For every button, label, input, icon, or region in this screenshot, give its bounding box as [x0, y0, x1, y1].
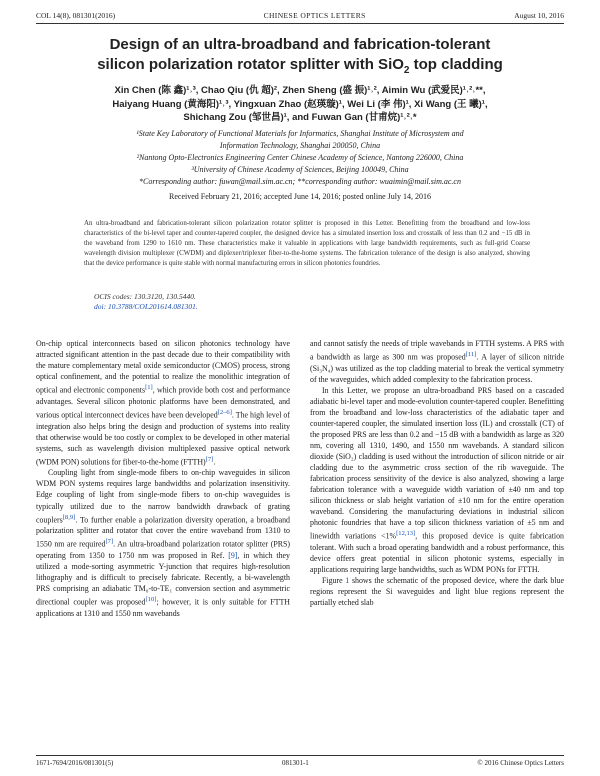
citation-link[interactable]: [7]: [205, 455, 214, 463]
issue-date: August 10, 2016: [514, 10, 564, 20]
body-paragraph: In this Letter, we propose an ultra-broadband PRS based on a cascaded adiabatic bi-level taper and mode-evolution counter-tapered coupler. Benefitting from the broadband and low-loss characteristics of the adiabatic taper and counter-tapered coupler, the simulated insertion loss (IL) and crosstalk (CT) of the proposed PRS are less than 0.2 and −15 dB with a bandwidth as large as 320 nm, covering all 1310, 1490, and 1550 nm wavebands. A standard silicon dioxide (SiO₂) cladding is used without the introduction of silicon nitride or air cladding due to the asymmetric cross section of the rib waveguide. The fabrication process sensitivity of the device is also analyzed, showing a large fabrication tolerance with a waveguide width variation of ±40 nm and top silicon thickness or slab height variation of ±10 nm for the entire operation waveband. Considering the manufacturing deviations in industrial silicon photonic foundries that have a top silicon thickness variation of ±5 nm and linewidth variations <1%[12,13], this proposed device is quite fabrication tolerant. With such a broad operating bandwidth and a robust performance, this device offers great potential in silicon photonic systems, especially in applications requiring large bandwidths, such as WDM PONs for FTTH.: [310, 385, 564, 575]
citation-link[interactable]: [8,9]: [62, 513, 76, 521]
figure-link[interactable]: 1: [345, 576, 350, 586]
title-line-2: silicon polarization rotator splitter with SiO$_2$ top cladding: [97, 56, 503, 76]
footer-divider: [36, 755, 564, 756]
citation-link[interactable]: [7]: [105, 538, 114, 546]
affiliation: Information Technology, Shanghai 200050, China: [219, 141, 381, 150]
journal-name: CHINESE OPTICS LETTERS: [263, 10, 366, 20]
affiliation: ²Nantong Opto-Electronics Engineering Center Chinese Academy of Science, Nantong 226000, China: [136, 153, 464, 162]
affiliation: ³University of Chinese Academy of Sciences, Beijing 100049, China: [191, 165, 409, 174]
citation-link[interactable]: [10]: [145, 596, 157, 604]
body-paragraph: and cannot satisfy the needs of triple wavebands in FTTH systems. A PRS with a bandwidth as large as 300 nm was proposed[11]. A layer of silicon nitride (Si₃N₄) was utilized as the top cladding material to break the vertical symmetry of the waveguides, which added complexity to the fabrication process.: [310, 339, 564, 384]
body-paragraph: Figure 1 shows the schematic of the proposed device, where the dark blue regions represent the Si waveguides and light blue regions represent the partially etched slab: [310, 576, 564, 608]
affiliation: ¹State Key Laboratory of Functional Materials for Informatics, Shanghai Institute of Microsystem and: [136, 129, 464, 138]
ocis-codes-block: [94, 292, 198, 312]
header-divider: [36, 23, 564, 24]
corresponding-author: *Corresponding author: fuwan@mail.sim.ac.cn; **corresponding author: wuaimin@mail.sim.ac.cn: [139, 177, 461, 186]
body-paragraph: Coupling light from single-mode fibers to on-chip waveguides in silicon WDM PON systems requires large bandwidths and polarization insensitivity. Edge coupling of light from single-mode fibers to on-chip waveguides is typically utilized due to the narrow bandwidth drawback of grating couplers[8,9]. To further enable a polarization diversity operation, a broadband polarization splitter and rotator that cover the entire waveband from 1310 to 1550 nm are required[7]. An ultra-broadband polarization rotator splitter (PRS) operating from 1350 to 1750 nm was proposed in Ref. [9], in which they utilized a mode-sorting asymmetric Y-junction that requires high-resolution lithography and is difficult to precisely fabricate. Recently, a bi-wavelength PRS comprising an adiabatic TM₀-to-TE₁ conversion section and asymmetric directional coupler was proposed[10]; however, it is only suitable for FTTH applications at 1310 and 1550 nm wavebands: [36, 468, 290, 618]
affiliations: [60, 128, 540, 188]
citation-link[interactable]: [12,13]: [396, 530, 416, 538]
ocis-codes: OCIS codes: 130.3120, 130.5440.: [94, 292, 196, 301]
title-line-1: Design of an ultra-broadband and fabrication-tolerant: [109, 36, 491, 53]
received-dates: Received February 21, 2016; accepted June 14, 2016; posted online July 14, 2016: [169, 192, 431, 201]
page-footer: [36, 759, 564, 769]
citation-link[interactable]: [1]: [145, 384, 153, 392]
author-line: Shichang Zou (邹世昌)¹, and Fuwan Gan (甘甫烷)¹˒²˒*: [183, 112, 417, 123]
left-column: [36, 338, 290, 619]
abstract: An ultra-broadband and fabrication-tolerant silicon polarization rotator splitter is proposed in this Letter. Benefitting from the broadband and low-loss characteristics of the bi-level taper and counter-tapered coupler, the designed device has a simulated insertion loss and crosstalk of less than 0.2 and −15 dB in the waveband from 1290 to 1610 nm. These characteristics make it valuable in applications with large bandwidth requirements, such as full-grid Coarse wavelength division multiplexer (CWDM) and diplexer/triplexer fiber-to-the-home systems. The fabrication tolerance of the design is also analyzed, showing that the device performance is quite stable with normal manufacturing errors in silicon photonics foundries.: [84, 220, 530, 267]
page-number: 081301-1: [281, 759, 309, 767]
citation-link[interactable]: [9]: [228, 550, 238, 560]
copyright: © 2016 Chinese Optics Letters: [477, 759, 564, 767]
right-column: [310, 338, 564, 608]
running-head: [36, 9, 564, 21]
author-list: [48, 84, 552, 125]
body-paragraph: On-chip optical interconnects based on silicon photonics technology have attracted significant attention in the past decade due to their compatibility with the mature complementary metal oxide semiconductor (CMOS) process, strong optical confinement, and the potential to realize the monolithic integration of optical and electronic components[1], which provide both cost and performance advantages. Several silicon photonic platforms have been demonstrated, and various optical interconnect devices have been developed[2–6]. The high level of integration also helps bring the design and production of systems into reality that otherwise would be too costly or complex to be developed in other material systems, such as wavelength division multiplexed passive optical network (WDM PON) solutions for fiber-to-the-home (FTTH)[7].: [36, 339, 290, 467]
author-line: Haiyang Huang (黄海阳)¹˒³, Yingxuan Zhao (赵瑛璇)¹, Wei Li (李 伟)¹, Xi Wang (王 曦)¹,: [112, 98, 488, 110]
citation-link[interactable]: [11]: [465, 351, 477, 359]
issn: 1671-7694/2016/081301(5): [36, 759, 114, 767]
author-line: Xin Chen (陈 鑫)¹˒³, Chao Qiu (仇 超)², Zhen Sheng (盛 振)¹˒², Aimin Wu (武爱民)¹˒²˒**,: [114, 85, 486, 96]
paper-title: [40, 35, 560, 81]
doi-link[interactable]: doi: 10.3788/COL201614.081301.: [94, 302, 198, 311]
volume-info: COL 14(8), 081301(2016): [36, 10, 116, 20]
citation-link[interactable]: [2–6]: [217, 408, 232, 416]
